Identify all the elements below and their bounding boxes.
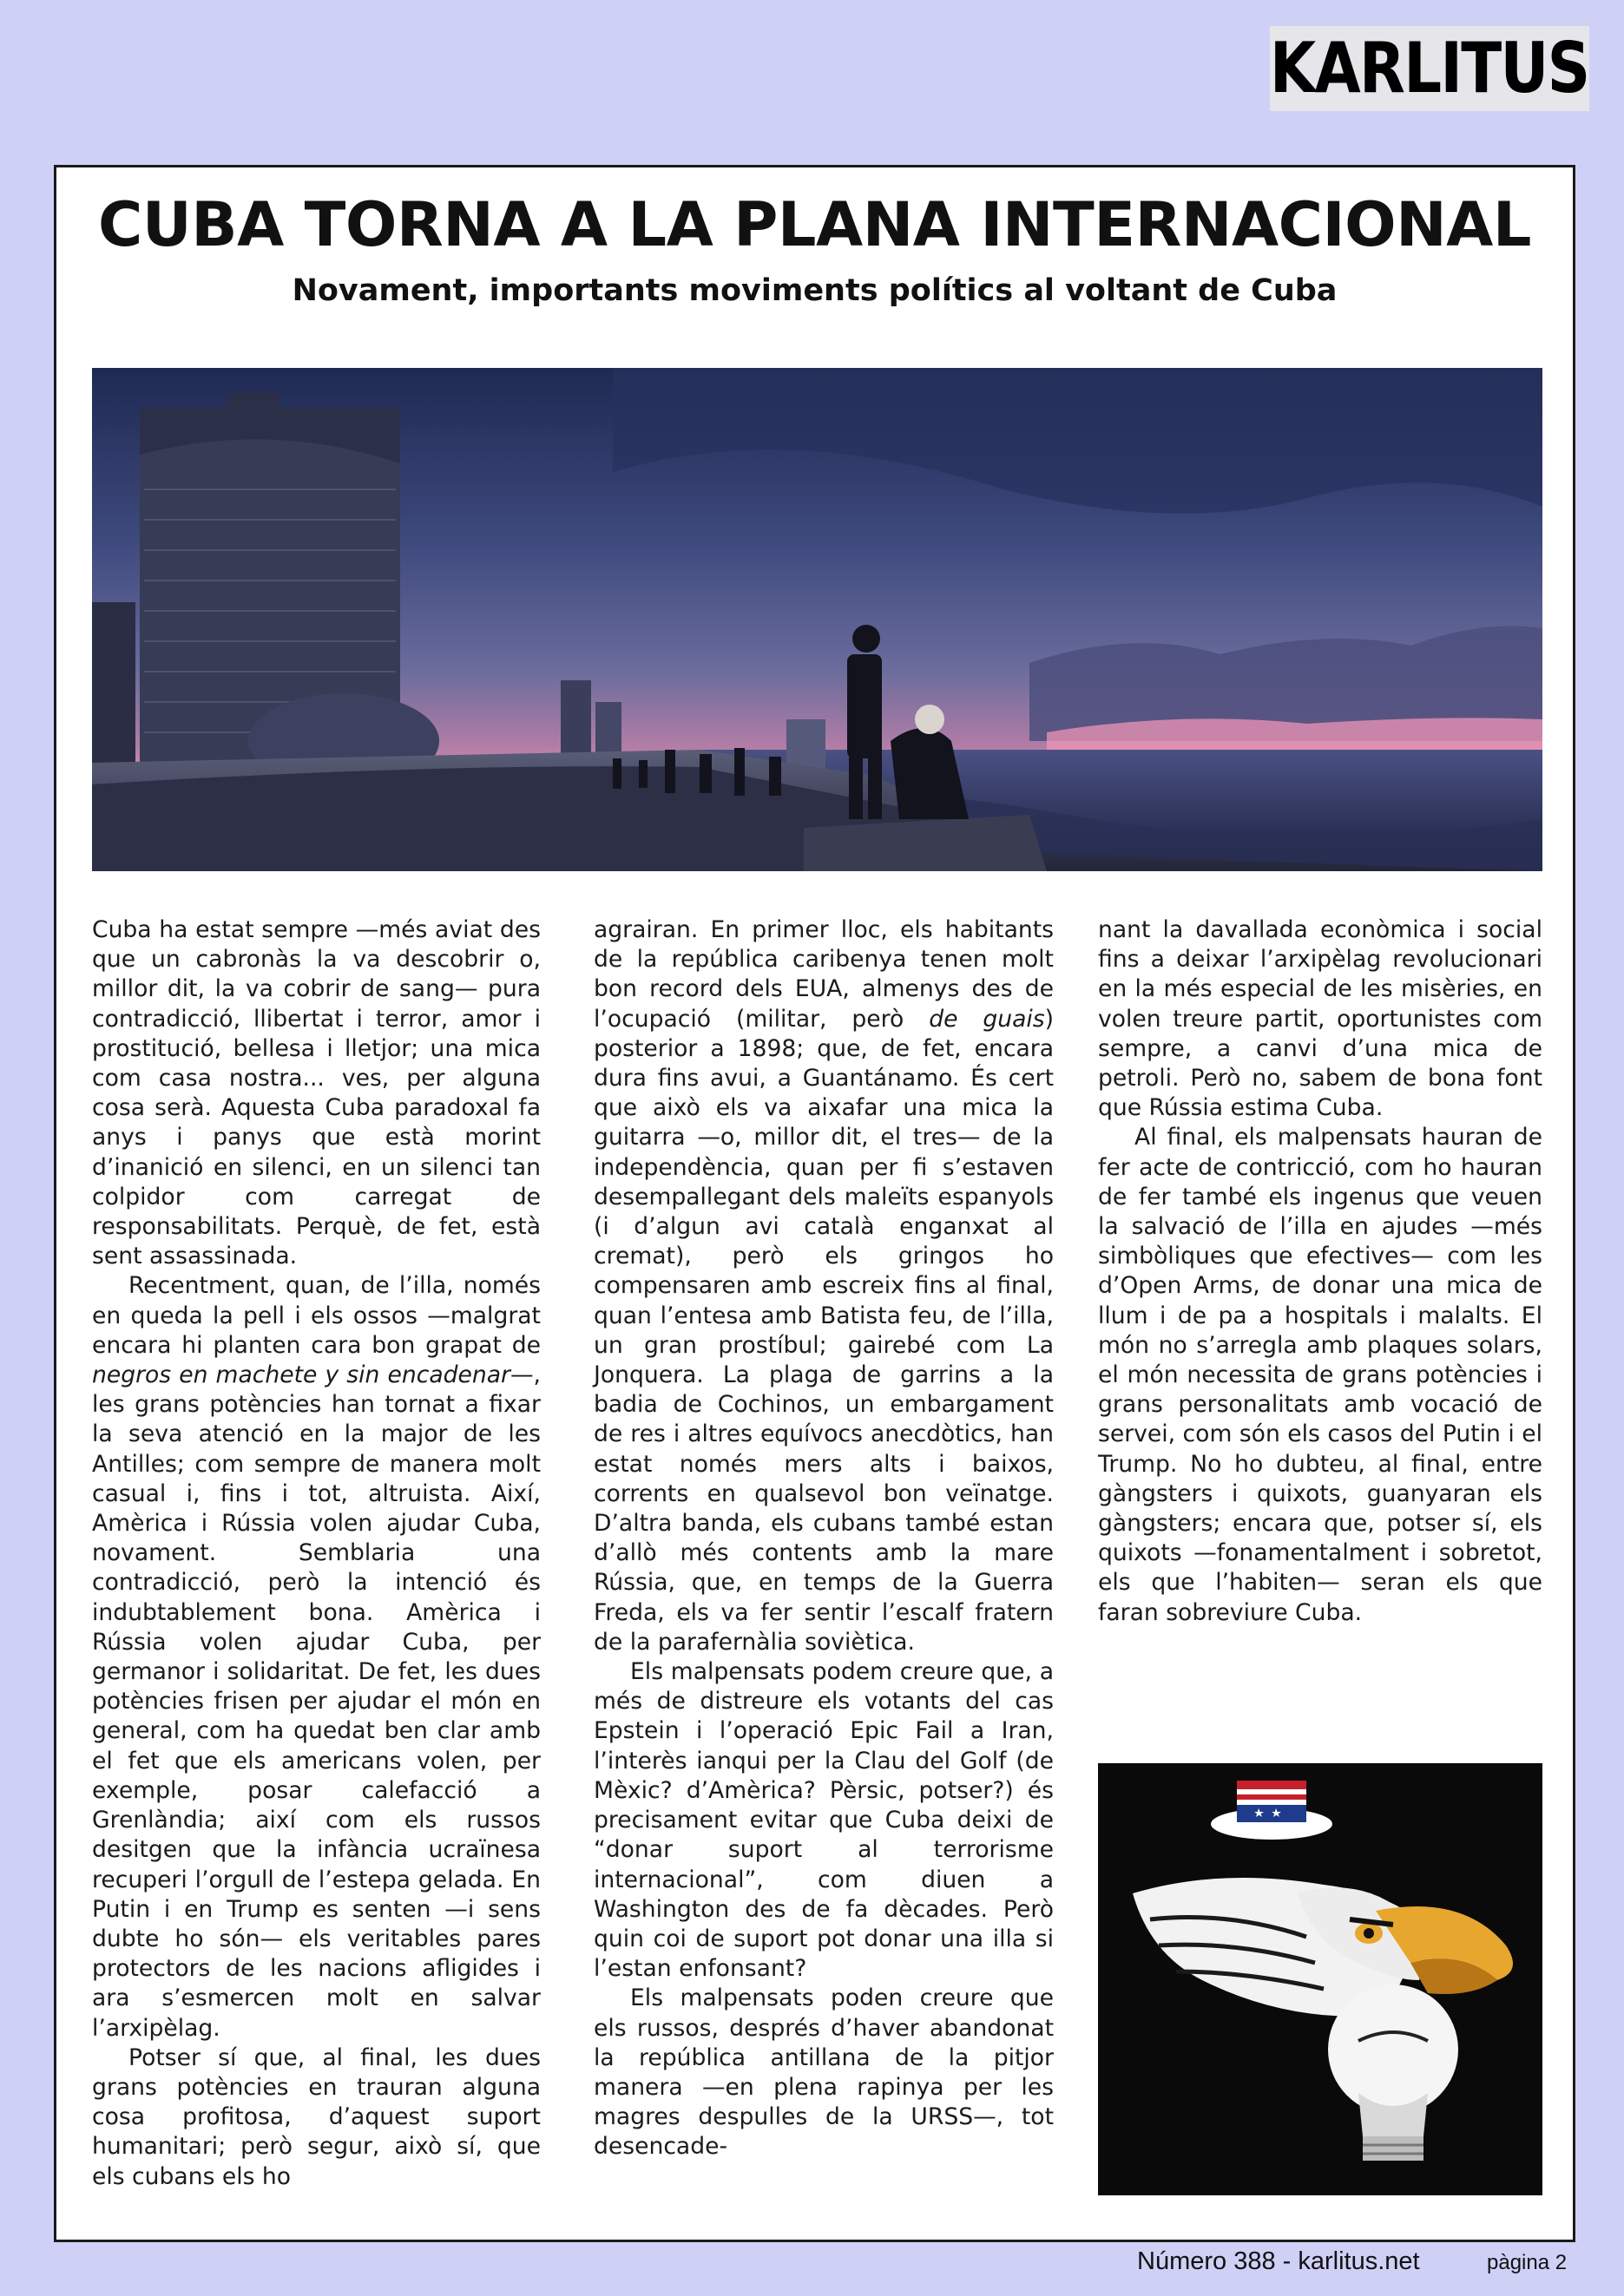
- paragraph-text: Al final, els malpensats hauran de fer acte de contricció, com ho hauran de fer també els ingenus que veuen la salvació de l’illa en ajudes —més simbòliques que efectives— com les d’Open Arms, de donar una mica de llum i de pa a hospitals i malalts. El món no s’arregla amb plaques solars, el món necessita de grans potències i grans personalitats amb vocació de servei, com són els casos del Putin i el Trump. No ho dubteu, al final, entre gàngsters i quixots, guanyaran els gàngsters; encara que, potser sí, els quixots —fonamentalment i sobretot, els que l’habiten— seran els que faran sobreviure Cuba.: [1098, 1124, 1542, 1626]
- article-paragraph: [92, 2043, 541, 2192]
- masthead-logo: [1270, 26, 1589, 111]
- page-number: pàgina 2: [1487, 2251, 1568, 2274]
- article-title: CUBA TORNA A LA PLANA INTERNACIONAL: [98, 189, 1531, 260]
- malecon-sunset-photo: [92, 368, 1542, 871]
- paragraph-text: Els malpensats poden creure que els russos, després d’haver abandonat la república antillana de la pitjor manera —en plena rapinya per les magres despulles de la URSS—, tot desencade-: [594, 1984, 1054, 2161]
- article-column-1: [92, 915, 541, 2192]
- paragraph-text: Potser sí que, al final, les dues grans potències en trauran alguna cosa profitosa, d’aquest suport humanitari; però segur, això sí, que els cubans els ho: [92, 2043, 541, 2190]
- paragraph-text: agrairan. En primer lloc, els habitants de la república caribenya tenen molt bon record dels EUA, almenys des de l’ocupació (militar, però: [594, 916, 1054, 1033]
- article-paragraph: [594, 1657, 1054, 1984]
- paragraph-text: nant la davallada econòmica i social fins a deixar l’arxipèlag revolucionari en la més especial de les misèries, en volen treure partit, oportunistes com sempre, a canvi d’una mica de petroli. Però no, sabem de bona font que Rússia estima Cuba.: [1098, 916, 1542, 1122]
- article-paragraph: [1098, 1123, 1542, 1627]
- paragraph-italic-text: negros en machete y sin encadenar: [92, 1361, 510, 1389]
- eagle-lightbulb-cartoon: [1098, 1763, 1542, 2195]
- paragraph-italic-text: de guais: [929, 1005, 1045, 1033]
- article-paragraph: [92, 915, 541, 1271]
- issue-number: Número 388 - karlitus.net: [1137, 2247, 1420, 2275]
- article-paragraph: [594, 915, 1054, 1657]
- paragraph-text: Els malpensats podem creure que, a més de distreure els votants del cas Epstein i l’operació Epic Fail a Iran, l’interès ianqui per la Clau del Golf (de Mèxic? d’Amèrica? Pèrsic, potser?) és precisament evitar que Cuba deixi de “donar suport al terrorisme internacional”, com diuen a Washington des de fa dècades. Però quin coi de suport pot donar una illa si l’estan enfonsant?: [594, 1658, 1054, 1983]
- page-footer: [0, 2247, 1624, 2282]
- masthead-brand: KARLITUS: [1270, 28, 1589, 108]
- article-column-3: [1098, 915, 1542, 1628]
- paragraph-text: —, les grans potències han tornat a fixar la seva atenció en la major de les Antilles; com sempre de manera molt casual i, fins i tot, altruista. Així, Amèrica i Rússia volen ajudar Cuba, novament. Semblaria una contradicció, però la intenció és indubtablement bona. Amèrica i Rússia volen ajudar Cuba, per germanor i solidaritat. De fet, les dues potències frisen per ajudar el món en general, com ha quedat ben clar amb el fet que els americans volen, per exemple, posar calefacció a Grenlàndia; així com els russos desitgen que la infància ucraïnesa recuperi l’orgull de l’estepa gelada. En Putin i en Trump es senten —i sens dubte ho són— els veritables pares protectors de les nacions afligides i ara s’esmercen molt en salvar l’arxipèlag.: [92, 1361, 541, 2042]
- paragraph-text: Cuba ha estat sempre —més aviat des que un cabronàs la va descobrir o, millor dit, la va cobrir de sang— pura contradicció, llibertat i terror, amor i prostitució, bellesa i lletjor; una mica com casa nostra... ves, per alguna cosa serà. Aquesta Cuba paradoxal fa anys i panys que està morint d’inanició en silenci, en un silenci tan colpidor com carregat de responsabilitats. Perquè, de fet, està sent assassinada.: [92, 916, 541, 1270]
- article-paragraph: [1098, 915, 1542, 1123]
- article-column-2: [594, 915, 1054, 2162]
- article-frame: [54, 165, 1575, 2242]
- paragraph-text: ) posterior a 1898; que, de fet, encara dura fins avui, a Guantánamo. És cert que això els va aixafar una mica la guitarra —o, millor dit, el tres— de la independència, quan per fi s’estaven desempallegant dels maleïts espanyols (i d’algun avi català enganxat al cremat), però els gringos ho compensaren amb escreix fins al final, quan l’entesa amb Batista feu, de l’illa, un gran prostíbul; gairebé com La Jonquera. La plaga de garrins a la badia de Cochinos, un embargament de res i altres equívocs anecdòtics, han estat només mers alts i baixos, corrents en qualsevol bon veïnatge. D’altra banda, els cubans també estan d’allò més contents amb la mare Rússia, que, en temps de la Guerra Freda, els va fer sentir l’escalf fratern de la parafernàlia soviètica.: [594, 1005, 1054, 1656]
- article-subtitle: Novament, importants moviments polítics al voltant de Cuba: [292, 273, 1338, 308]
- paragraph-text: Recentment, quan, de l’illa, només en queda la pell i els ossos —malgrat encara hi planten cara bon grapat de: [92, 1272, 541, 1359]
- article-paragraph: [594, 1984, 1054, 2162]
- article-paragraph: [92, 1271, 541, 2043]
